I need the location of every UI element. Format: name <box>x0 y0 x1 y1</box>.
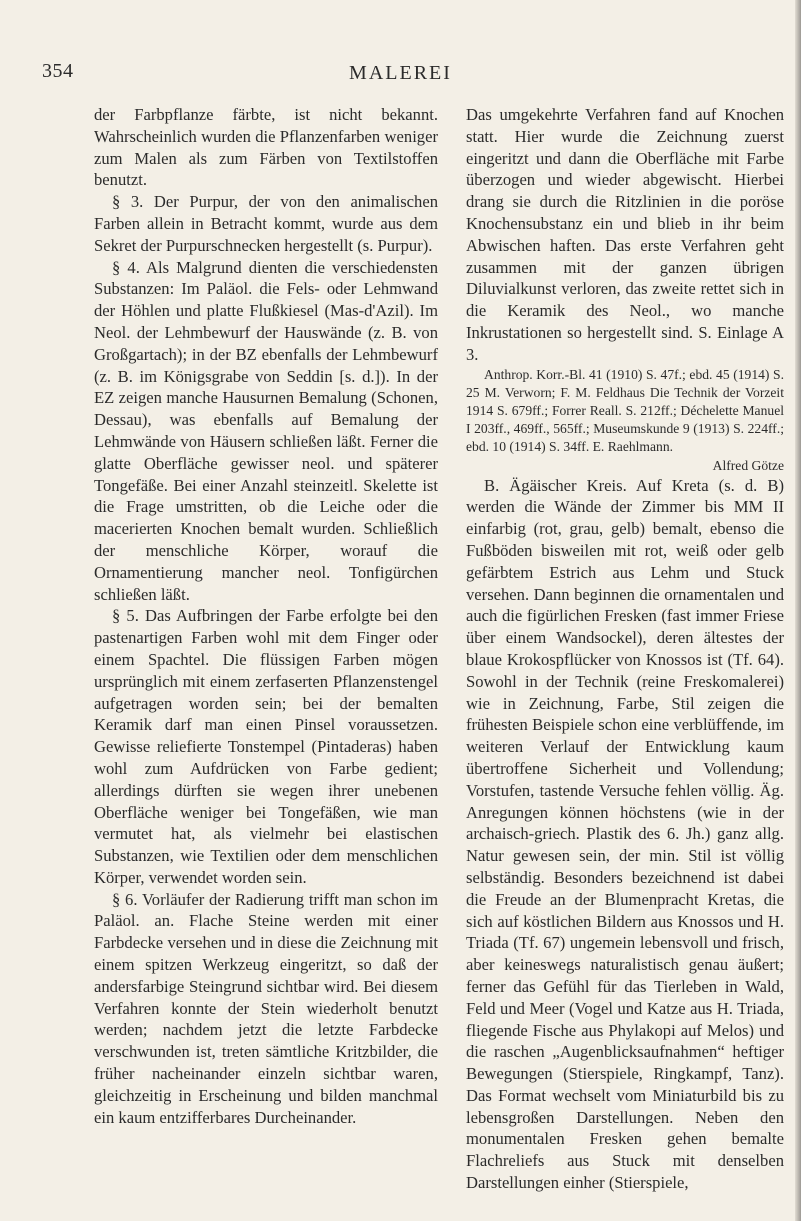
author-signature: Alfred Götze <box>712 457 784 473</box>
running-title: MALEREI <box>349 62 452 84</box>
paragraph: § 3. Der Purpur, der von den animalischen Farben allein in Betracht kommt, wurde aus dem Sekret der Purpurschnecken hergestellt (s. Purpur). <box>94 192 438 255</box>
paragraph: § 6. Vorläufer der Radierung trifft man schon im Paläol. an. Flache Steine werden mit einer Farbdecke versehen und in diese die Zeichnung mit einem spitzen Werkzeug eingeritzt, so daß der andersfarbige Steingrund sichtbar wird. Bei diesem Verfahren konnte der Stein wiederholt benutzt werden; nachdem jetzt die letzte Farbdecke verschwunden ist, treten sämtliche Kritzbilder, die früher nacheinander einzeln sichtbar waren, gleichzeitig in Erscheinung und bilden manchmal ein kaum entzifferbares Durcheinander. <box>94 889 438 1127</box>
left-column <box>94 104 438 1128</box>
paragraph: der Farbpflanze färbte, ist nicht bekannt. Wahrscheinlich wurden die Pflanzenfarben weniger zum Malen als zum Färben von Textilstoffen benutzt. <box>94 105 438 190</box>
right-column <box>466 104 784 1194</box>
paragraph: § 4. Als Malgrund dienten die verschiedensten Substanzen: Im Paläol. die Fels- oder Lehmwand der Höhlen und platte Flußkiesel (Mas-d'Azil). Im Neol. der Lehmbewurf der Hauswände (z. B. von Großgartach); in der BZ ebenfalls der Lehmbewurf (z. B. im Königsgrabe von Seddin [s. d.]). In der EZ zeigen manche Hausurnen Bemalung (Schonen, Dessau), was ebenfalls auf Bemalung der Lehmwände von Häusern schließen läßt. Ferner die glatte Oberfläche gewisser neol. und späterer Tongefäße. Bei einer Anzahl steinzeitl. Skelette ist die Frage umstritten, ob die Leiche oder die macerierten Knochen bemalt wurden. Schließlich der menschliche Körper, worauf die Ornamentierung mancher neol. Tonfigürchen schließen läßt. <box>94 257 438 604</box>
paragraph: B. Ägäischer Kreis. Auf Kreta (s. d. B) werden die Wände der Zimmer bis MM II einfarbig (rot, grau, gelb) bemalt, ebenso die Fußböden bisweilen mit rot, weiß oder gelb gefärbtem Estrich aus Lehm und Stuck versehen. Dann beginnen die ornamentalen und auch die figürlichen Fresken (fast immer Friese über einem Wandsockel), deren ältestes der blaue Krokospflücker von Knossos ist (Tf. 64). Sowohl in der Technik (reine Freskomalerei) wie in Zeichnung, Farbe, Stil zeigen die frühesten Beispiele schon eine verblüffende, im weiteren Verlauf der Entwicklung kaum übertroffene Sicherheit und Vollendung; Vorstufen, tastende Versuche fehlen völlig. Äg. Anregungen können höchstens (wie in der archaisch-griech. Plastik des 6. Jh.) ganz allg. Natur gewesen sein, der min. Stil ist völlig selbständig. Besonders bezeichnend ist dabei die Freude an der Blumenpracht Kretas, die sich auf köstlichen Bildern aus Knossos und H. Triada (Tf. 67) ungemein lebensvoll und frisch, aber keineswegs naturalistisch genau äußert; ferner das Gefühl für das Tierleben in Wald, Feld und Meer (Vogel und Katze aus H. Triada, fliegende Fische aus Phylakopi auf Melos) und die raschen „Augenblicksaufnahmen“ heftiger Bewegungen (Stierspiele, Ringkampf, Tanz). Das Format wechselt vom Miniaturbild bis zu lebensgroßen Darstellungen. Neben den monumentalen Fresken gehen bemalte Flachreliefs aus Stuck mit denselben Darstellungen einher (Stierspiele, <box>466 475 784 1193</box>
page-edge-shadow <box>795 0 801 1221</box>
paragraph: § 5. Das Aufbringen der Farbe erfolgte bei den pastenartigen Farben wohl mit dem Finger oder einem Spachtel. Die flüssigen Farben mögen ursprünglich mit einem zerfaserten Pflanzenstengel aufgetragen worden sein; bei der bemalten Keramik darf man einen Pinsel voraussetzen. Gewisse reliefierte Tonstempel (Pintaderas) haben wohl zum Aufdrücken von Farbe gedient; allerdings dürften sie wegen ihrer unebenen Oberfläche weniger bei Tongefäßen, wie man vermutet hat, als vielmehr bei elastischen Substanzen, wie Textilien oder dem menschlichen Körper, verwendet worden sein. <box>94 606 438 887</box>
page-number: 354 <box>42 60 74 82</box>
bibliography: Anthrop. Korr.-Bl. 41 (1910) S. 47f.; ebd. 45 (1914) S. 25 M. Verworn; F. M. Feldhaus Die Technik der Vorzeit 1914 S. 679ff.; Forrer Reall. S. 212ff.; Déchelette Manuel I 203ff., 469ff., 565ff.; Museumskunde 9 (1913) S. 224ff.; ebd. 10 (1914) S. 34ff. E. Raehlmann. <box>466 366 784 455</box>
paragraph: Das umgekehrte Verfahren fand auf Knochen statt. Hier wurde die Zeichnung zuerst eingeritzt und dann die Oberfläche mit Farbe überzogen und wieder abgewischt. Hierbei drang sie durch die Ritzlinien in die poröse Knochensubstanz ein und blieb in ihr beim Abwischen haften. Das erste Verfahren geht zusammen mit der ganzen übrigen Diluvialkunst verloren, das zweite rettet sich in die Keramik des Neol., wo manche Inkrustationen so hergestellt sind. S. Einlage A 3. <box>466 105 784 364</box>
